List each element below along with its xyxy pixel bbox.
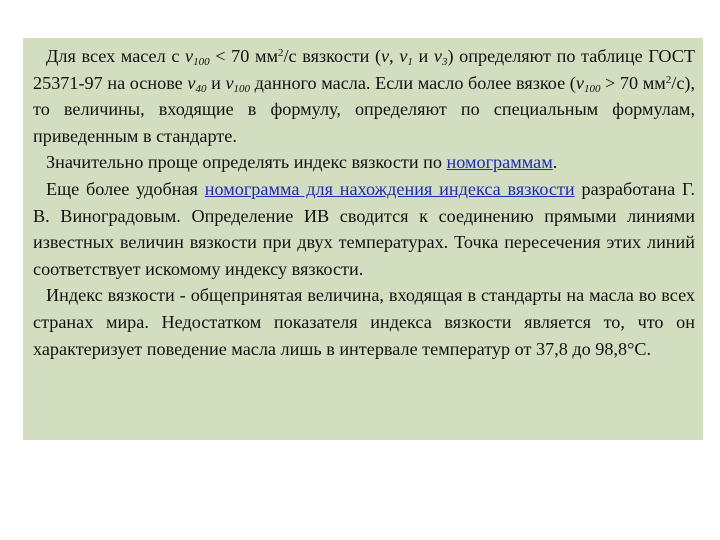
text-run: .: [552, 152, 558, 173]
text-run: > 70 мм: [600, 72, 666, 93]
symbol-nu: ν: [187, 72, 196, 93]
symbol-nu: ν: [399, 46, 408, 66]
paragraph-2: [33, 149, 695, 176]
symbol-nu: ν: [381, 46, 390, 66]
text-run: Еще более удобная: [46, 178, 205, 199]
paragraph-4: [33, 282, 695, 362]
subscript: 1: [407, 56, 413, 68]
slide-text-block: [23, 38, 703, 440]
subscript: 3: [441, 56, 448, 68]
viscosity-index-nomogram-link[interactable]: номограмма для нахождения индекса вязкости: [204, 178, 575, 199]
text-run: разработана Г. В. Виноградовым. Определение ИВ сводится к соединению прямыми линиями известных величин вязкости при двух температурах. Точка пересечения этих линий соответствует искомому индексу вязкости.: [33, 178, 695, 279]
text-run: данного масла. Если масло более вязкое (: [250, 72, 576, 93]
symbol-nu: ν: [225, 72, 234, 93]
text-run: и: [206, 72, 226, 93]
text-run: Значительно проще определять индекс вязкости по: [46, 152, 447, 173]
subscript: 100: [193, 56, 210, 68]
subscript: 40: [195, 82, 207, 95]
text-run: /с), то величины, входящие в формулу, определяют по специальным формулам, приведенным в стандарте.: [33, 72, 695, 146]
text-run: Для всех масел с: [46, 46, 186, 66]
paragraph-3: [33, 176, 695, 282]
text-run: ) определяют по таблице ГОСТ 25371-97 на основе: [33, 46, 696, 93]
symbol-nu: ν: [575, 72, 584, 93]
text-run: < 70 мм: [209, 46, 278, 66]
text-run: ,: [389, 46, 400, 66]
symbol-nu: ν: [433, 46, 442, 66]
symbol-nu: ν: [185, 46, 194, 66]
superscript: 2: [277, 47, 284, 59]
nomograms-link[interactable]: номограммам: [446, 152, 553, 173]
paragraph-1: [33, 43, 695, 149]
text-run: Индекс вязкости - общепринятая величина, входящая в стандарты на масла во всех странах мира. Недостатком показателя индекса вязкости является то, что он характеризует поведение масла лишь в интервале температур от 37,8 до 98,8°С.: [33, 285, 695, 359]
subscript: 100: [583, 82, 601, 95]
subscript: 100: [233, 82, 251, 95]
text-run: и: [412, 46, 434, 66]
text-run: /с вязкости (: [283, 46, 382, 66]
superscript: 2: [665, 73, 672, 86]
